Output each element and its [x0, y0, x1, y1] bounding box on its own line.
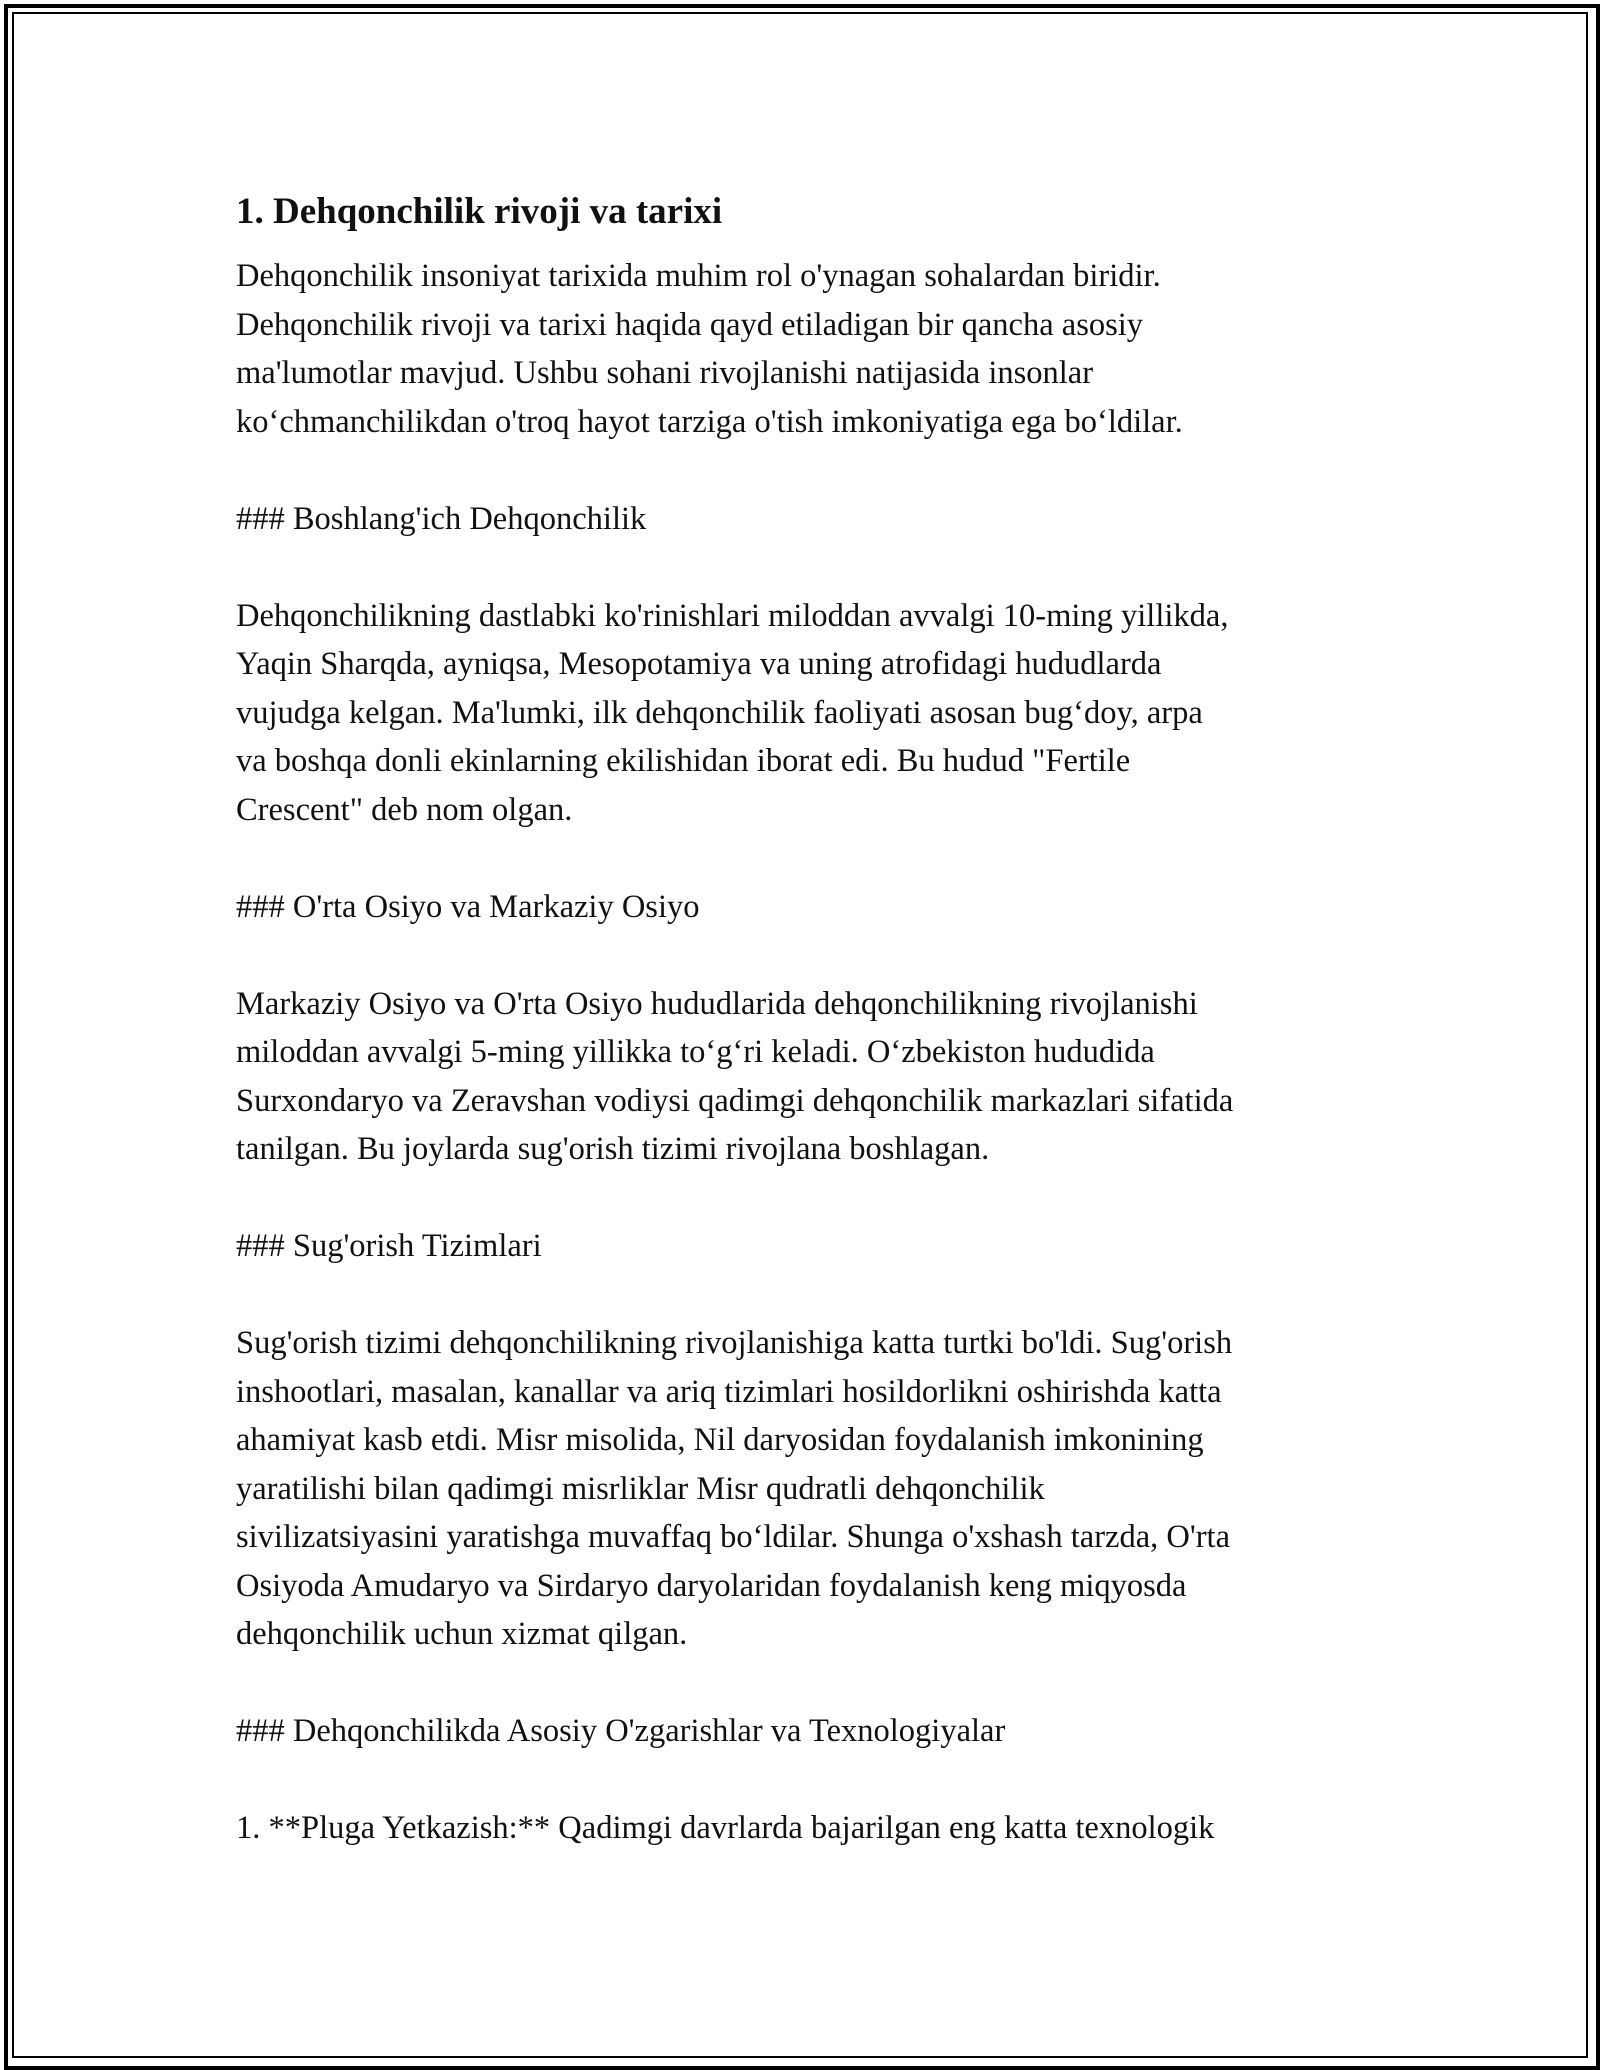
paragraph-gap — [236, 1174, 1386, 1223]
section-heading — [236, 1707, 1386, 1756]
text-line: inshootlari, masalan, kanallar va ariq tizimlari hosildorlikni oshirishda katta — [236, 1373, 1222, 1410]
text-line: dehqonchilik uchun xizmat qilgan. — [236, 1616, 688, 1652]
document-body — [236, 186, 1386, 1853]
document-blocks — [236, 252, 1386, 1853]
text-line: ### Sug'orish Tizimlari — [236, 1228, 542, 1264]
paragraph — [236, 252, 1386, 446]
text-line: sivilizatsiyasini yaratishga muvaffaq bo‘ldilar. Shunga o'xshash tarzda, O'rta — [236, 1519, 1230, 1555]
text-line: ### Boshlang'ich Dehqonchilik — [236, 500, 647, 537]
paragraph-gap — [236, 834, 1386, 883]
text-line: ma'lumotlar mavjud. Ushbu sohani rivojlanishi natijasida insonlar — [236, 355, 1094, 391]
text-line: Dehqonchilikning dastlabki ko'rinishlari miloddan avvalgi 10-ming yillikda, — [236, 597, 1229, 634]
text-line: ### Dehqonchilikda Asosiy O'zgarishlar va Texnologiyalar — [236, 1713, 1006, 1749]
text-line: va boshqa donli ekinlarning ekilishidan iborat edi. Bu hudud "Fertile — [236, 743, 1131, 779]
paragraph — [236, 592, 1386, 835]
paragraph-gap — [236, 543, 1386, 592]
text-line: Markaziy Osiyo va O'rta Osiyo hududlarida dehqonchilikning rivojlanishi — [236, 985, 1198, 1022]
paragraph-gap — [236, 446, 1386, 495]
paragraph — [236, 1319, 1386, 1659]
section-heading — [236, 883, 1386, 932]
text-line: Yaqin Sharqda, ayniqsa, Mesopotamiya va uning atrofidagi hududlarda — [236, 646, 1162, 682]
text-line: ko‘chmanchilikdan o'troq hayot tarziga o'tish imkoniyatiga ega bo‘ldilar. — [236, 403, 1183, 440]
text-line: yaratilishi bilan qadimgi misrliklar Misr qudratli dehqonchilik — [236, 1470, 1045, 1507]
document-title: 1. Dehqonchilik rivoji va tarixi — [236, 191, 723, 232]
section-heading — [236, 1222, 1386, 1271]
paragraph — [236, 1804, 1386, 1853]
text-line: vujudga kelgan. Ma'lumki, ilk dehqonchilik faoliyati asosan bug‘doy, arpa — [236, 694, 1203, 731]
paragraph-gap — [236, 1659, 1386, 1708]
text-line: miloddan avvalgi 5-ming yillikka to‘g‘ri keladi. O‘zbekiston hududida — [236, 1034, 1155, 1070]
paragraph-gap — [236, 1271, 1386, 1320]
text-line: Dehqonchilik rivoji va tarixi haqida qayd etiladigan bir qancha asosiy — [236, 306, 1144, 343]
text-line: Surxondaryo va Zeravshan vodiysi qadimgi dehqonchilik markazlari sifatida — [236, 1082, 1234, 1119]
paragraph-gap — [236, 1756, 1386, 1805]
section-heading — [236, 495, 1386, 544]
text-line: Osiyoda Amudaryo va Sirdaryo daryolaridan foydalanish keng miqyosda — [236, 1567, 1187, 1604]
text-line: Crescent" deb nom olgan. — [236, 791, 573, 828]
text-line: Dehqonchilik insoniyat tarixida muhim rol o'ynagan sohalardan biridir. — [236, 258, 1161, 294]
text-line: ahamiyat kasb etdi. Misr misolida, Nil daryosidan foydalanish imkonining — [236, 1422, 1204, 1458]
paragraph-gap — [236, 931, 1386, 980]
text-line: ### O'rta Osiyo va Markaziy Osiyo — [236, 888, 700, 925]
text-line: tanilgan. Bu joylarda sug'orish tizimi rivojlana boshlagan. — [236, 1131, 990, 1167]
text-line: Sug'orish tizimi dehqonchilikning rivojlanishiga katta turtki bo'ldi. Sug'orish — [236, 1325, 1233, 1361]
text-line: 1. **Pluga Yetkazish:** Qadimgi davrlarda bajarilgan eng katta texnologik — [236, 1810, 1215, 1846]
paragraph — [236, 980, 1386, 1174]
